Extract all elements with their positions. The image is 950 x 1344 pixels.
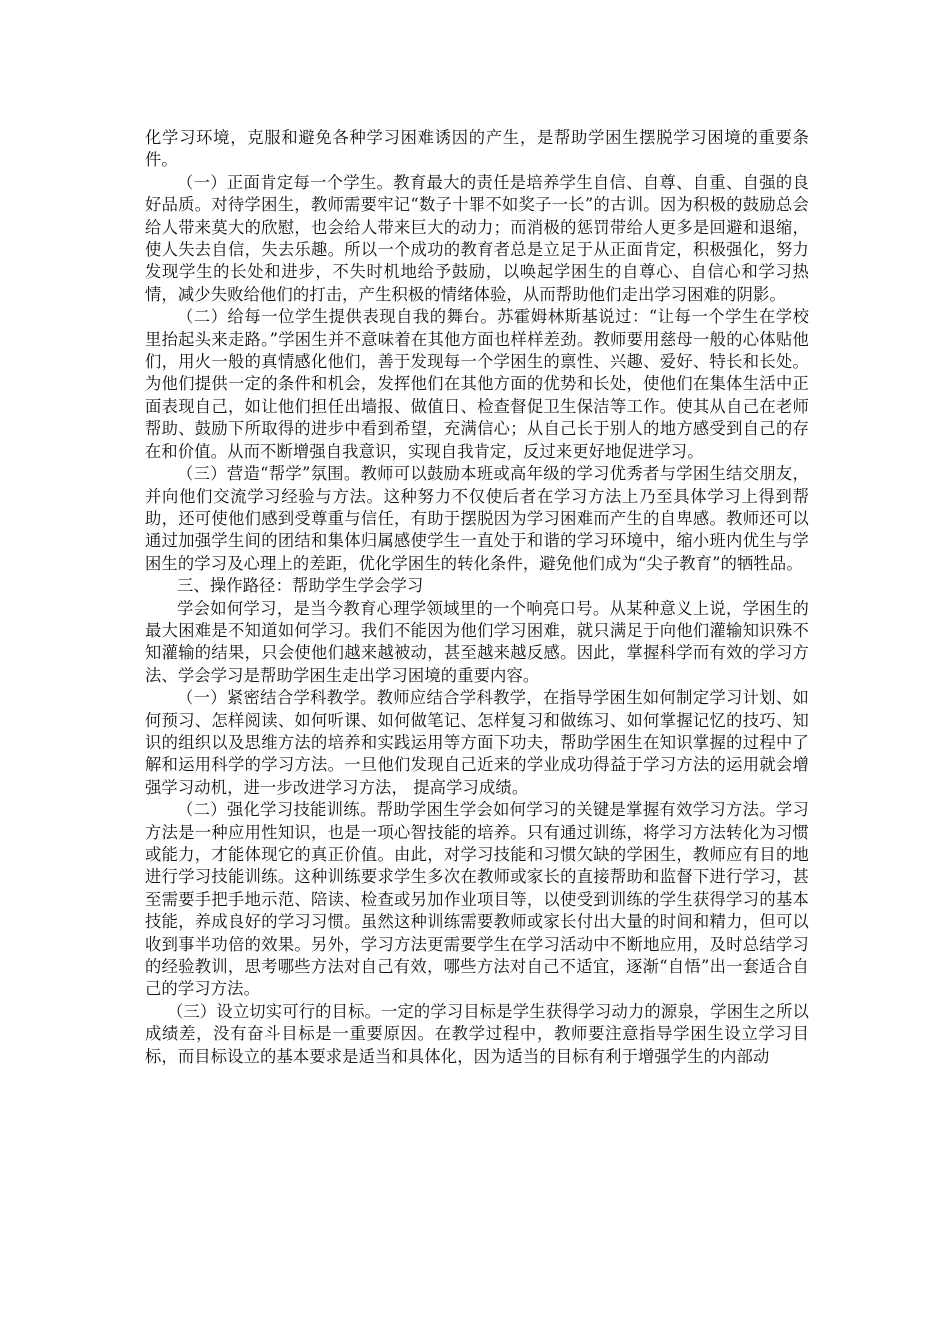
paragraph-skill-training: （二）强化学习技能训练。帮助学困生学会如何学习的关键是掌握有效学习方法。学习方法是一种应用性知识，也是一项心智技能的培养。只有通过训练，将学习方法转化为习惯或能力，才能体现它的真正价值。由此，对学习技能和习惯欠缺的学困生，教师应有目的地进行学习技能训练。这种训练要求学生多次在教师或家长的直接帮助和监督下进行学习，甚至需要手把手地示范、陪读、检查或另加作业项目等，以使受到训练的学生获得学习的基本技能，养成良好的学习习惯。虽然这种训练需要教师或家长付出大量的时间和精力，但可以收到事半功倍的效果。另外，学习方法更需要学生在学习活动中不断地应用，及时总结学习的经验教训，思考哪些方法对自己有效，哪些方法对自己不适宜，逐渐“自悟”出一套适合自己的学习方法。 (145, 800, 809, 999)
document-body (145, 127, 809, 1068)
paragraph-learn-how-to-learn: 学会如何学习，是当今教育心理学领域里的一个响亮口号。从某种意义上说，学困生的最大困难是不知道如何学习。我们不能因为他们学习困难，就只满足于向他们灌输知识殊不知灌输的结果，只会使他们越来越被动，甚至越来越反感。因此，掌握科学而有效的学习方法、学会学习是帮助学困生走出学习困境的重要内容。 (145, 598, 809, 685)
paragraph-feasible-goals: （三）设立切实可行的目标。一定的学习目标是学生获得学习动力的源泉，学困生之所以成绩差，没有奋斗目标是一重要原因。在教学过程中，教师要注意指导学困生设立学习目标，而目标设立的基本要求是适当和具体化，因为适当的目标有利于增强学生的内部动 (145, 1001, 809, 1066)
section-heading-operation-path: 三、操作路径：帮助学生学会学习 (177, 576, 424, 596)
paragraph-subject-teaching: （一）紧密结合学科教学。教师应结合学科教学，在指导学困生如何制定学习计划、如何预习、怎样阅读、如何听课、如何做笔记、怎样复习和做练习、如何掌握记忆的技巧、知识的组织以及思维方法的培养和实践运用等方面下功夫，帮助学困生在知识掌握的过程中了解和运用科学的学习方法。一旦他们发现自己近来的学业成功得益于学习方法的运用就会增强学习动机，进一步改进学习方法， 提高学习成绩。 (145, 688, 809, 797)
paragraph-self-expression-stage: （二）给每一位学生提供表现自我的舞台。苏霍姆林斯基说过：“让每一个学生在学校里抬起头来走路。”学困生并不意味着在其他方面也样样差劲。教师要用慈母一般的心体贴他们，用火一般的真情感化他们，善于发现每一个学困生的禀性、兴趣、爱好、特长和长处。为他们提供一定的条件和机会，发挥他们在其他方面的优势和长处，使他们在集体生活中正面表现自己，如让他们担任出墙报、做值日、检查督促卫生保洁等工作。使其从自己在老师帮助、鼓励下所取得的进步中看到希望，充满信心；从自己长于别人的地方感受到自己的存在和价值。从而不断增强自我意识，实现自我肯定，反过来更好地促进学习。 (145, 307, 809, 461)
paragraph-help-study-atmosphere: （三）营造“帮学”氛围。教师可以鼓励本班或高年级的学习优秀者与学困生结交朋友，并向他们交流学习经验与方法。这种努力不仅使后者在学习方法上乃至具体学习上得到帮助，还可使他们感到受尊重与信任，有助于摆脱因为学习困难而产生的自卑感。教师还可以通过加强学生间的团结和集体归属感使学生一直处于和谐的学习环境中，缩小班内优生与学困生的学习及心理上的差距，优化学困生的转化条件，避免他们成为“尖子教育”的牺牲品。 (145, 464, 809, 573)
paragraph-intro-continuation: 化学习环境，克服和避免各种学习困难诱因的产生，是帮助学困生摆脱学习困境的重要条件。 (145, 128, 809, 170)
paragraph-positive-affirmation: （一）正面肯定每一个学生。教育最大的责任是培养学生自信、自尊、自重、自强的良好品质。对待学困生，教师需要牢记“数子十罪不如奖子一长”的古训。因为积极的鼓励总会给人带来莫大的欣慰，也会给人带来巨大的动力；而消极的惩罚带给人更多是回避和退缩，使人失去自信，失去乐趣。所以一个成功的教育者总是立足于从正面肯定，积极强化，努力发现学生的长处和进步，不失时机地给予鼓励，以唤起学困生的自尊心、自信心和学习热情，减少失败给他们的打击，产生积极的情绪体验，从而帮助他们走出学习困难的阴影。 (145, 172, 809, 304)
